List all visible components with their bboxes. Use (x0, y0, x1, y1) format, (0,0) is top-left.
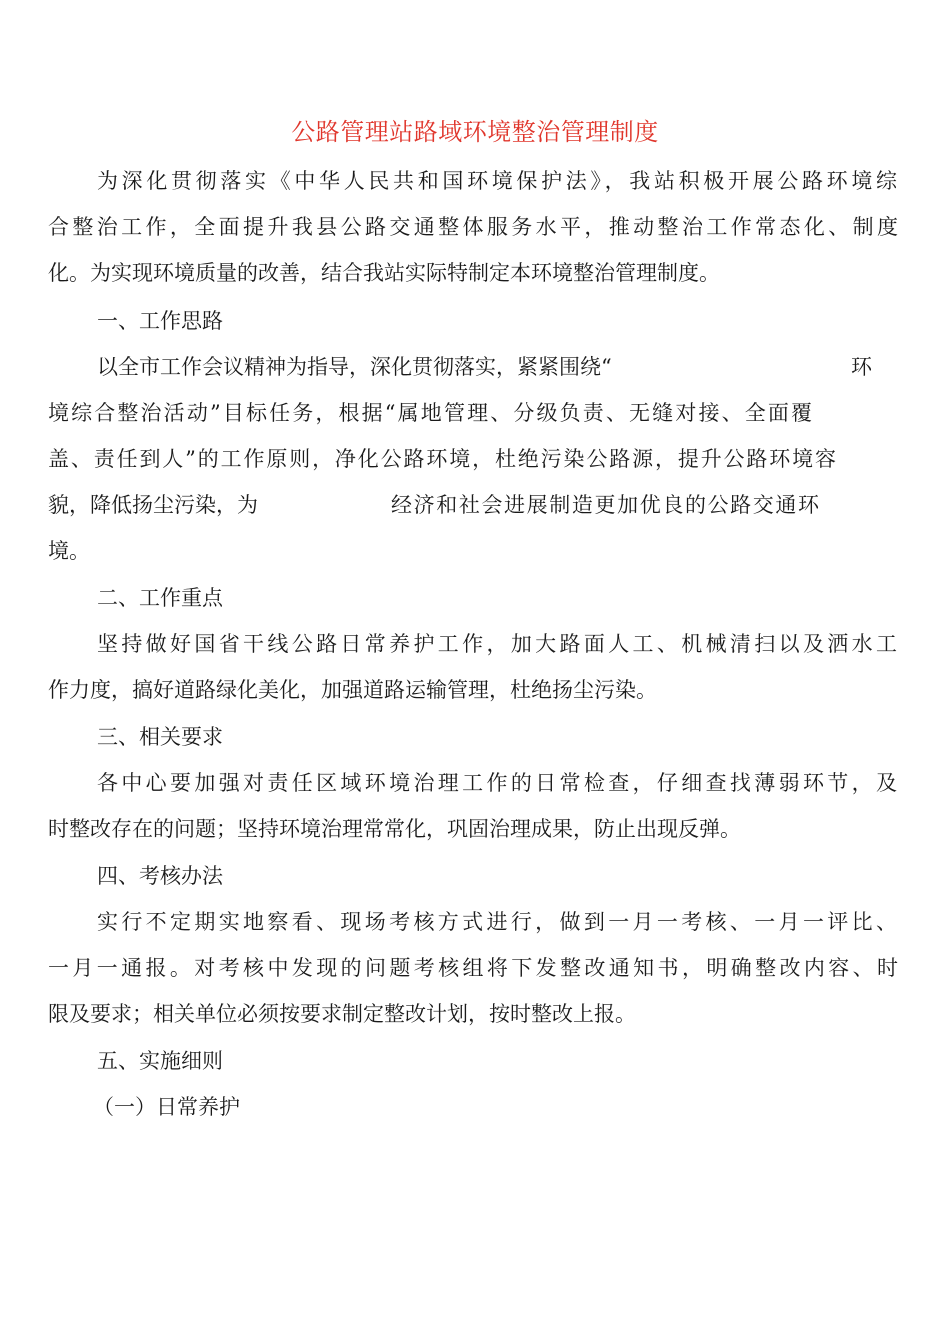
section-1-line-4b: 经济和社会进展制造更加优良的公路交通环 (391, 493, 819, 517)
section-4-line-2: 一月一通报。对考核中发现的问题考核组将下发整改通知书，明确整改内容、时 (48, 956, 898, 980)
section-3-line-2: 时整改存在的问题；坚持环境治理常常化，巩固治理成果，防止出现反弹。 (48, 817, 741, 841)
section-2-line-1: 坚持做好国省干线公路日常养护工作，加大路面人工、机械清扫以及洒水工 (97, 632, 897, 656)
section-3-line-1: 各中心要加强对责任区域环境治理工作的日常检查，仔细查找薄弱环节，及 (97, 771, 897, 795)
intro-line-3: 化。为实现环境质量的改善，结合我站实际特制定本环境整治管理制度。 (48, 261, 720, 285)
section-1-heading: 一、工作思路 (97, 309, 223, 333)
document-title: 公路管理站路域环境整治管理制度 (291, 118, 659, 146)
section-1-line-1: 以全市工作会议精神为指导，深化贯彻落实，紧紧围绕“ (97, 355, 612, 379)
section-4-line-1: 实行不定期实地察看、现场考核方式进行，做到一月一考核、一月一评比、 (97, 910, 897, 934)
subsection-heading: （一）日常养护 (93, 1095, 240, 1119)
section-2-line-2: 作力度，搞好道路绿化美化，加强道路运输管理，杜绝扬尘污染。 (48, 678, 657, 702)
intro-line-2: 合整治工作，全面提升我县公路交通整体服务水平，推动整治工作常态化、制度 (48, 215, 898, 239)
section-1-line-1-end: 环 (851, 355, 872, 379)
section-5-heading: 五、实施细则 (97, 1049, 223, 1073)
section-4-line-3: 限及要求；相关单位必须按要求制定整改计划，按时整改上报。 (48, 1002, 636, 1026)
section-1-line-5: 境。 (48, 539, 90, 563)
section-3-heading: 三、相关要求 (97, 725, 223, 749)
section-4-heading: 四、考核办法 (97, 864, 223, 888)
section-1-line-4a: 貌，降低扬尘污染，为 (48, 493, 258, 517)
section-1-line-3: 盖、责任到人”的工作原则，净化公路环境，杜绝污染公路源，提升公路环境容 (48, 447, 836, 471)
section-1-line-2: 境综合整治活动”目标任务，根据“属地管理、分级负责、无缝对接、全面覆 (48, 401, 812, 425)
intro-line-1: 为深化贯彻落实《中华人民共和国环境保护法》，我站积极开展公路环境综 (97, 169, 897, 193)
section-2-heading: 二、工作重点 (97, 586, 223, 610)
